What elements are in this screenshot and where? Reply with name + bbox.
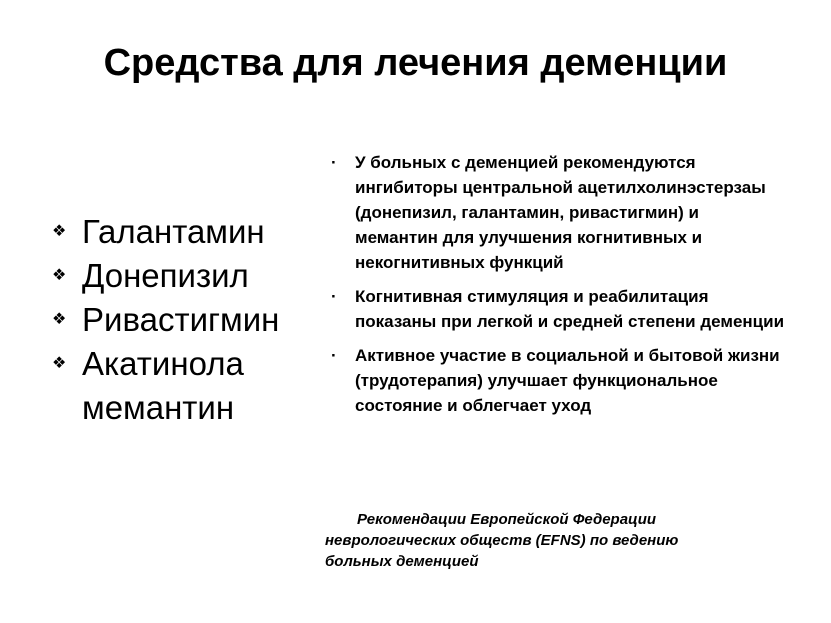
recommendation-text: Активное участие в социальной и бытовой жизни (трудотерапия) улучшает функциональное состояние и облегчает уход bbox=[355, 346, 780, 415]
diamond-bullet-icon: ❖ bbox=[52, 311, 67, 328]
diamond-bullet-icon: ❖ bbox=[52, 223, 67, 240]
dot-bullet-icon: · bbox=[331, 153, 337, 172]
recommendation-text: Когнитивная стимуляция и реабилитация показаны при легкой и средней степени деменции bbox=[355, 287, 785, 331]
recommendation-item-inhibitors bbox=[325, 150, 785, 275]
drug-list bbox=[50, 210, 310, 430]
drug-label: Галантамин bbox=[82, 213, 265, 250]
drug-label: Донепизил bbox=[82, 257, 249, 294]
drug-label: Акатинола мемантин bbox=[82, 345, 244, 426]
drug-item-rivastigmine bbox=[50, 298, 310, 342]
drug-item-donepezil bbox=[50, 254, 310, 298]
recommendation-list bbox=[325, 150, 785, 427]
diamond-bullet-icon: ❖ bbox=[52, 267, 67, 284]
drug-item-memantine bbox=[50, 342, 310, 430]
diamond-bullet-icon: ❖ bbox=[52, 355, 67, 372]
slide-title: Средства для лечения деменции bbox=[103, 42, 728, 84]
drug-item-galantamine bbox=[50, 210, 310, 254]
recommendation-text: У больных с деменцией рекомендуются ингибиторы центральной ацетилхолинэстерзаы (донепизил, галантамин, ривастигмин) и мемантин для улучшения когнитивных и некогнитивных функций bbox=[355, 153, 766, 272]
recommendation-item-stimulation bbox=[325, 284, 785, 334]
dot-bullet-icon: · bbox=[331, 287, 337, 306]
drug-label: Ривастигмин bbox=[82, 301, 280, 338]
dot-bullet-icon: · bbox=[331, 346, 337, 365]
recommendation-item-social bbox=[325, 343, 785, 418]
source-citation: Рекомендации Европейской Федерации неврологических обществ (EFNS) по ведению больных деменцией bbox=[325, 511, 679, 570]
